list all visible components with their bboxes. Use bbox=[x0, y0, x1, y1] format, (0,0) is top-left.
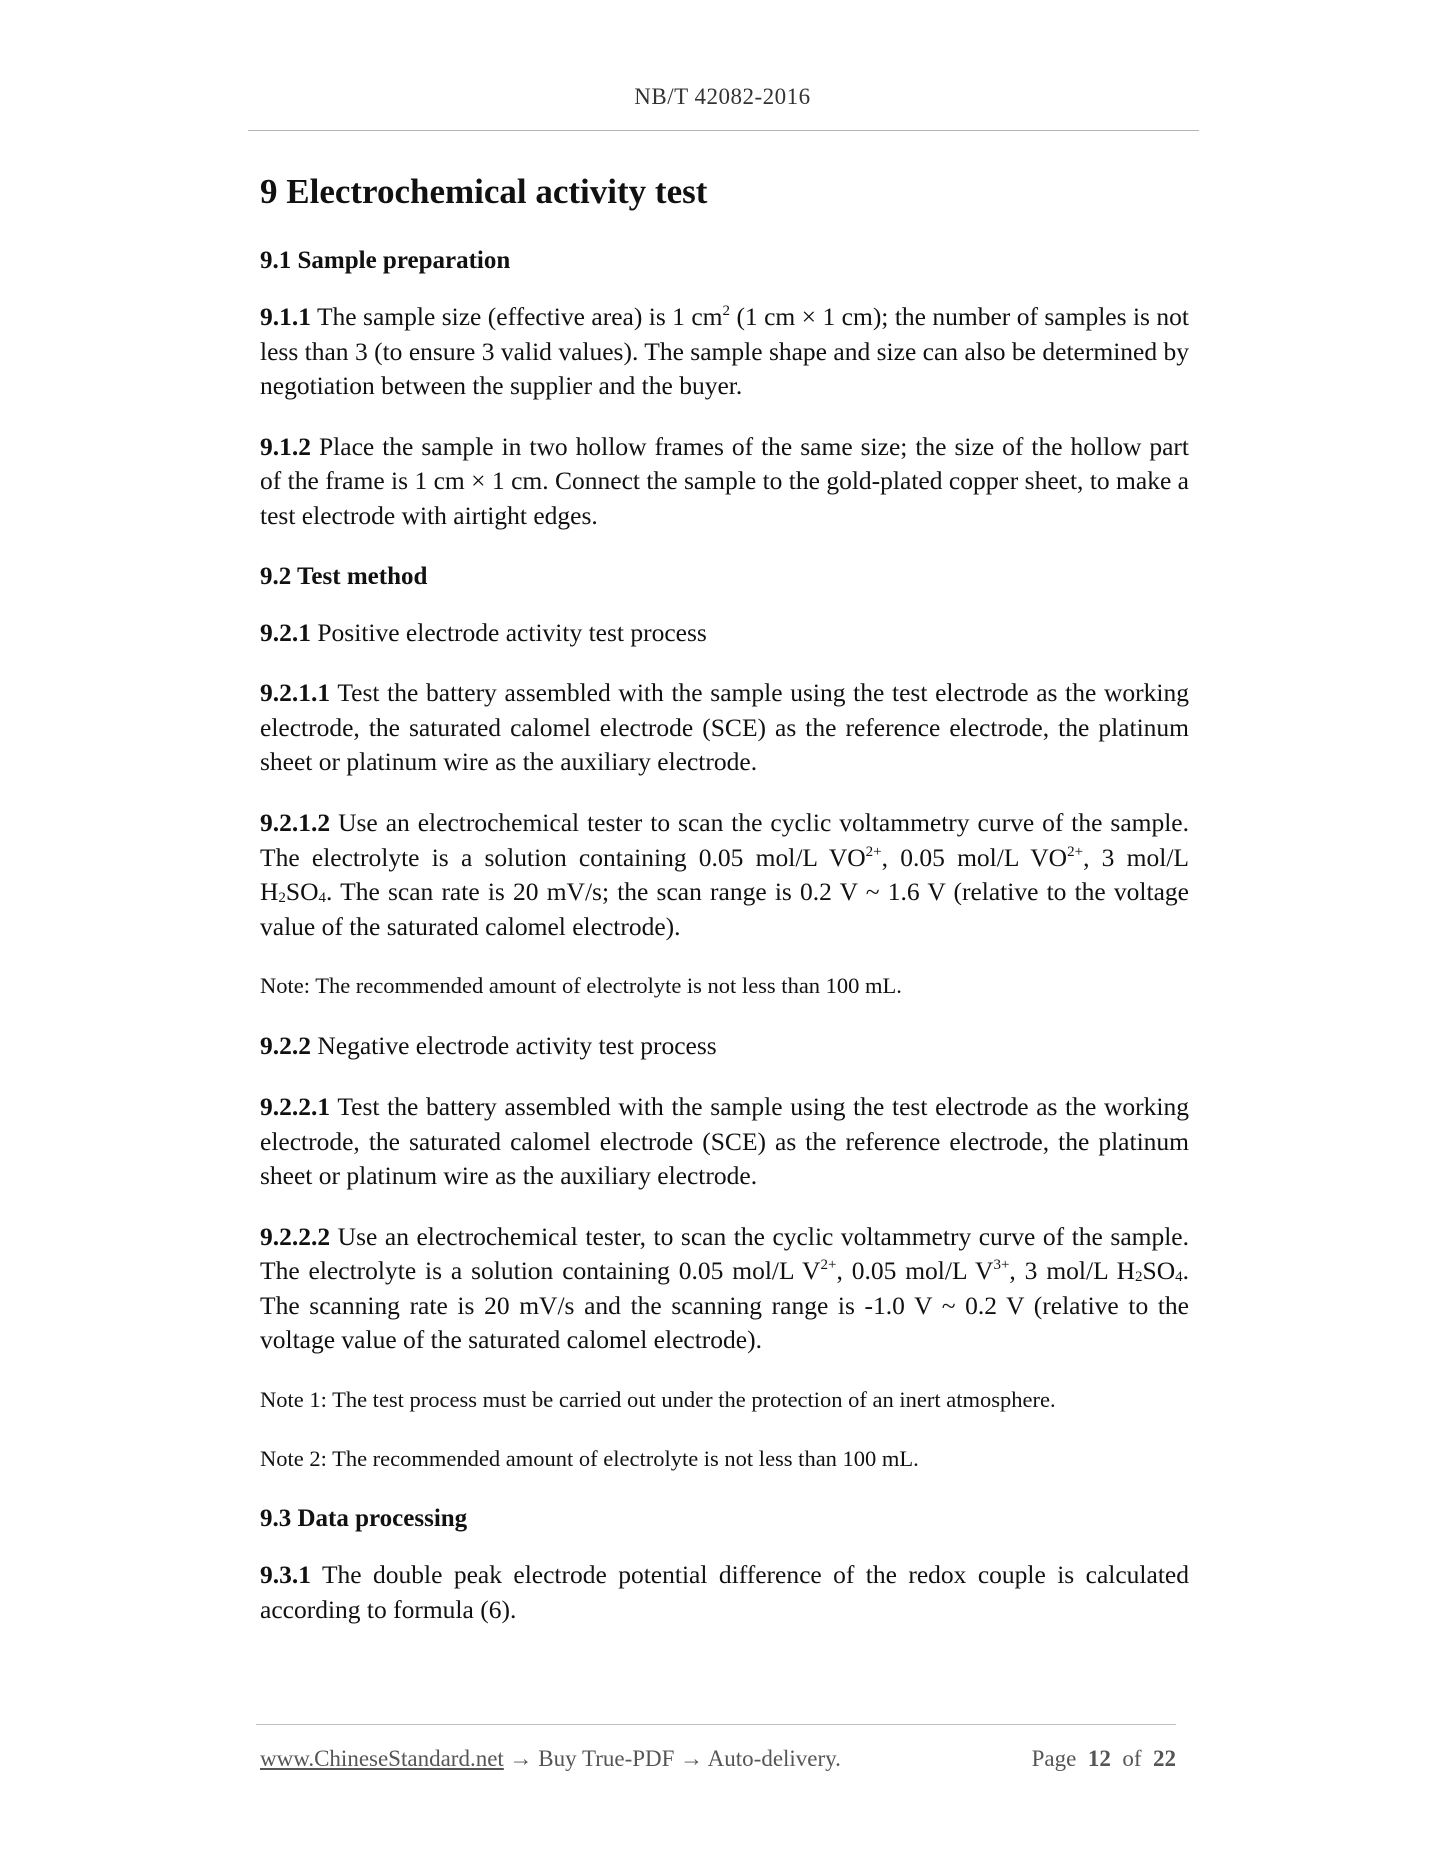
footer-divider bbox=[256, 1724, 1176, 1725]
subscript: 4 bbox=[318, 890, 327, 907]
clause-text: Test the battery assembled with the sample using the test electrode as the working electrode, the saturated calomel electrode (SCE) as the reference electrode, the platinum sheet or platinum wire as the auxiliary electrode. bbox=[260, 678, 1189, 777]
page-indicator bbox=[1032, 1746, 1176, 1772]
page-number: 12 bbox=[1087, 1746, 1111, 1771]
clause-text: . The scanning rate is 20 mV/s and the scanning range is -1.0 V ~ 0.2 V (relative to the voltage value of the saturated calomel electrode). bbox=[260, 1256, 1189, 1355]
superscript: 2+ bbox=[1067, 843, 1084, 860]
clause-number: 9.2.1.2 bbox=[260, 807, 331, 837]
clause-number: 9.2.2.2 bbox=[260, 1221, 331, 1251]
clause-number: 9.1.1 bbox=[260, 302, 311, 331]
clause-text: , 3 mol/L H bbox=[1009, 1256, 1136, 1286]
clause-9-2-2-1 bbox=[260, 1090, 1189, 1194]
clause-text: SO bbox=[285, 877, 319, 907]
clause-text: . The scan rate is 20 mV/s; the scan range is 0.2 V ~ 1.6 V (relative to the voltage value of the saturated calomel electrode). bbox=[260, 877, 1189, 941]
clause-9-1-2 bbox=[260, 430, 1189, 534]
clause-9-2-2-2 bbox=[260, 1220, 1189, 1358]
clause-text: Use an electrochemical tester, to scan the cyclic voltammetry curve of the sample. The electrolyte is a solution containing 0.05 mol/L V bbox=[260, 1221, 1189, 1286]
clause-text: , 3 mol/L H bbox=[260, 842, 1189, 907]
clause-text: Negative electrode activity test process bbox=[311, 1031, 717, 1061]
clause-text: (1 cm × 1 cm); the number of samples is not less than 3 (to ensure 3 valid values). The sample shape and size can also be determined by negotiation between the supplier and the buyer. bbox=[260, 302, 1189, 401]
page-content bbox=[260, 168, 1189, 1653]
clause-9-1-1 bbox=[260, 300, 1189, 404]
clause-number: 9.2.2.1 bbox=[260, 1091, 331, 1121]
section-title-9-2: 9.2 Test method bbox=[260, 562, 428, 590]
header-document-code: NB/T 42082-2016 bbox=[634, 84, 811, 109]
clause-9-2-1-1 bbox=[260, 676, 1189, 780]
clause-number: 9.2.1 bbox=[260, 617, 311, 647]
clause-number: 9.2.1.1 bbox=[260, 678, 331, 708]
clause-9-2-1 bbox=[260, 616, 1189, 651]
page-label: Page bbox=[1031, 1746, 1077, 1771]
section-title-9-1: 9.1 Sample preparation bbox=[260, 247, 511, 274]
clause-text: , 0.05 mol/L VO bbox=[881, 842, 1068, 872]
clause-text: Place the sample in two hollow frames of the same size; the size of the hollow part of the frame is 1 cm × 1 cm. Connect the sample to the gold-plated copper sheet, to make a test electrode with airtight edges. bbox=[260, 431, 1189, 530]
footer-promo bbox=[260, 1746, 841, 1772]
page-total: 22 bbox=[1153, 1746, 1176, 1771]
clause-9-2-1-2 bbox=[260, 806, 1189, 944]
note-positive-electrolyte: Note: The recommended amount of electrolyte is not less than 100 mL. bbox=[260, 973, 902, 999]
clause-number: 9.1.2 bbox=[260, 431, 311, 461]
clause-9-3-1 bbox=[260, 1558, 1189, 1627]
subscript: 2 bbox=[278, 890, 286, 907]
note-1-inert-atmosphere: Note 1: The test process must be carried out under the protection of an inert atmosphere. bbox=[260, 1387, 1056, 1413]
clause-text: Positive electrode activity test process bbox=[311, 617, 707, 647]
clause-text: Test the battery assembled with the sample using the test electrode as the working electrode, the saturated calomel electrode (SCE) as the reference electrode, the platinum sheet or platinum wire as the auxiliary electrode. bbox=[260, 1091, 1189, 1191]
clause-text: Use an electrochemical tester to scan the cyclic voltammetry curve of the sample. The electrolyte is a solution containing 0.05 mol/L VO bbox=[260, 807, 1189, 872]
page-footer bbox=[260, 1746, 1176, 1772]
superscript: 3+ bbox=[993, 1257, 1010, 1274]
chinesestandard-link[interactable]: www.ChineseStandard.net bbox=[260, 1746, 504, 1771]
clause-text: The sample size (effective area) is 1 cm bbox=[311, 302, 723, 331]
footer-promo-text: → Buy True-PDF → Auto-delivery. bbox=[503, 1746, 841, 1771]
clause-9-2-2 bbox=[260, 1029, 1189, 1064]
clause-number: 9.2.2 bbox=[260, 1031, 311, 1061]
subscript: 2 bbox=[1135, 1269, 1143, 1286]
superscript: 2+ bbox=[865, 843, 882, 860]
of-label: of bbox=[1122, 1746, 1142, 1771]
clause-text: The double peak electrode potential difference of the redox couple is calculated according to formula (6). bbox=[260, 1560, 1189, 1624]
superscript: 2+ bbox=[820, 1257, 837, 1274]
section-title-9-3: 9.3 Data processing bbox=[260, 1505, 468, 1533]
subscript: 4 bbox=[1175, 1269, 1183, 1286]
clause-text: SO bbox=[1142, 1256, 1176, 1286]
superscript: 2 bbox=[722, 303, 731, 319]
clause-number: 9.3.1 bbox=[260, 1560, 311, 1590]
clause-text: , 0.05 mol/L V bbox=[836, 1256, 994, 1286]
note-2-negative-electrolyte: Note 2: The recommended amount of electrolyte is not less than 100 mL. bbox=[260, 1446, 919, 1472]
header-divider bbox=[248, 130, 1199, 131]
chapter-title: 9 Electrochemical activity test bbox=[260, 172, 708, 211]
